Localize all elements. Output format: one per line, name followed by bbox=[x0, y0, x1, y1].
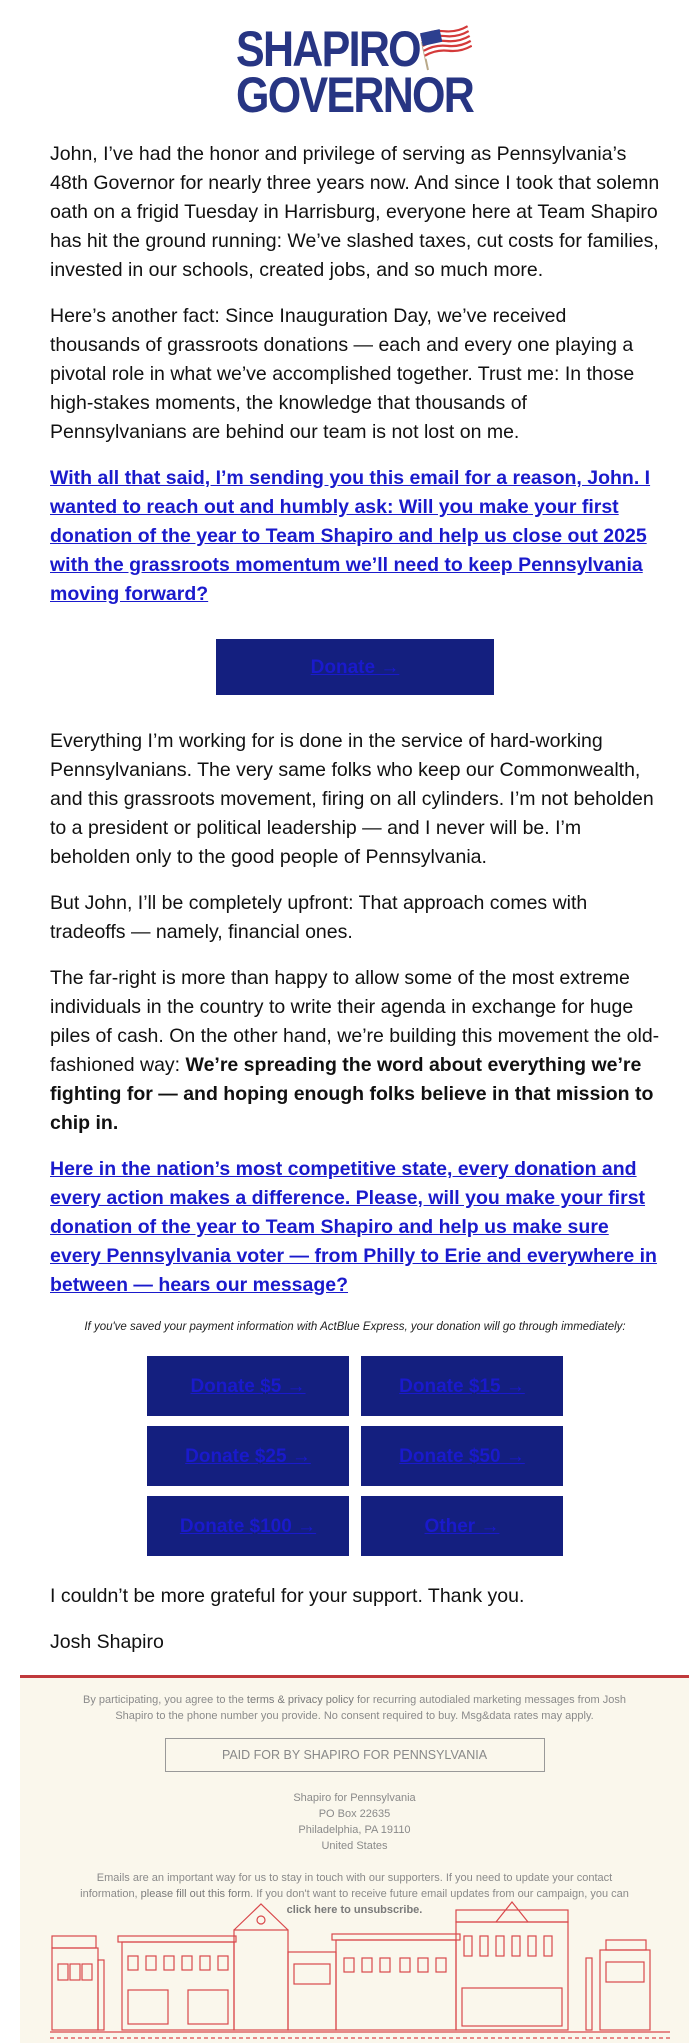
donate-15-button[interactable]: Donate $15 → bbox=[361, 1356, 563, 1416]
us-flag-icon bbox=[416, 22, 472, 72]
paid-for-disclaimer: PAID FOR BY SHAPIRO FOR PENNSYLVANIA bbox=[165, 1738, 545, 1772]
address-line: PO Box 22635 bbox=[318, 1808, 391, 1820]
shapiro-governor-logo bbox=[236, 21, 476, 123]
main-street-illustration bbox=[50, 1900, 670, 2040]
donate-5-button[interactable]: Donate $5 → bbox=[147, 1356, 349, 1416]
closing-line: I couldn’t be more grateful for your support. Thank you. bbox=[50, 1585, 525, 1607]
mailing-address bbox=[20, 1790, 689, 1854]
logo-line-1: SHAPIRO bbox=[236, 21, 420, 77]
donate-25-button[interactable]: Donate $25 → bbox=[147, 1426, 349, 1486]
paragraph-far-right-text: The far-right is more than happy to allow some of the most extreme individuals in the country to write their agenda in exchange for huge piles of cash. On the other hand, we’re building this movement the old-fashioned way: bbox=[50, 967, 660, 1076]
donate-ask-link[interactable]: With all that said, I’m sending you this email for a reason, John. I wanted to reach out and humbly ask: Will you make your first donation of the year to Team Shapiro and help us close out 2025 with the grassroots momentum we’ll need to keep Pennsylvania moving forward? bbox=[50, 467, 651, 605]
donate-100-button[interactable]: Donate $100 → bbox=[147, 1496, 349, 1556]
address-line: Philadelphia, PA 19110 bbox=[298, 1824, 411, 1836]
paragraph-intro: John, I’ve had the honor and privilege of serving as Pennsylvania’s 48th Governor for nearly three years now. And since I took that solemn oath on a frigid Tuesday in Harrisburg, everyone here at Team Shapiro has hit the ground running: We’ve slashed taxes, cut costs for families, invested in our schools, created jobs, and so much more. bbox=[50, 143, 660, 281]
preferences-text-mid: . If you don't want to receive future email updates from our campaign, you can bbox=[250, 1888, 629, 1900]
consent-text: By participating, you agree to the bbox=[83, 1694, 247, 1706]
donation-amount-grid bbox=[50, 1356, 660, 1556]
competitive-state-link[interactable]: Here in the nation’s most competitive state, every donation and every action makes a difference. Please, will you make your first donation of the year to Team Shapiro and help us make sure every Pennsylvania voter — from Philly to Erie and everywhere in between — hears our message? bbox=[50, 1158, 657, 1296]
sms-consent-text bbox=[20, 1678, 689, 1724]
unsubscribe-link[interactable]: click here to unsubscribe. bbox=[286, 1904, 423, 1916]
address-line: United States bbox=[321, 1840, 388, 1852]
actblue-express-note: If you've saved your payment information with ActBlue Express, your donation will go through immediately: bbox=[84, 1321, 626, 1333]
donate-button[interactable]: Donate → bbox=[216, 639, 494, 695]
update-contact-form-link[interactable]: please fill out this form bbox=[140, 1888, 251, 1900]
paragraph-donations: Here’s another fact: Since Inauguration Day, we’ve received thousands of grassroots donations — each and every one playing a pivotal role in what we’ve accomplished together. Trust me: In those high-stakes moments, the knowledge that thousands of Pennsylvanians are behind our team is not lost on me. bbox=[50, 305, 635, 443]
logo-line-2: GOVERNOR bbox=[236, 67, 474, 123]
email-body bbox=[50, 140, 660, 1674]
footer bbox=[20, 1675, 689, 2043]
paragraph-far-right-bold: We’re spreading the word about everything we’re fighting for — and hoping enough folks believe in that mission to chip in. bbox=[50, 1054, 654, 1134]
paragraph-tradeoffs: But John, I’ll be completely upfront: That approach comes with tradeoffs — namely, financial ones. bbox=[50, 892, 588, 943]
signature: Josh Shapiro bbox=[50, 1631, 164, 1653]
consent-text-end: for recurring autodialed marketing messages from Josh Shapiro to the phone number you provide. No consent required to buy. Msg&data rates may apply. bbox=[115, 1694, 626, 1722]
donate-50-button[interactable]: Donate $50 → bbox=[361, 1426, 563, 1486]
preferences-text: Emails are an important way for us to stay in touch with our supporters. If you need to update your contact information, bbox=[80, 1872, 613, 1900]
terms-privacy-link[interactable]: terms & privacy policy bbox=[246, 1694, 354, 1706]
paragraph-service: Everything I’m working for is done in the service of hard-working Pennsylvanians. The very same folks who keep our Commonwealth, and this grassroots movement, firing on all cylinders. I’m not beholden to a president or political leadership — and I never will be. I’m beholden only to the good people of Pennsylvania. bbox=[50, 730, 654, 868]
paragraph-far-right bbox=[50, 964, 660, 1138]
donate-other-button[interactable]: Other → bbox=[361, 1496, 563, 1556]
address-line: Shapiro for Pennsylvania bbox=[293, 1792, 416, 1804]
